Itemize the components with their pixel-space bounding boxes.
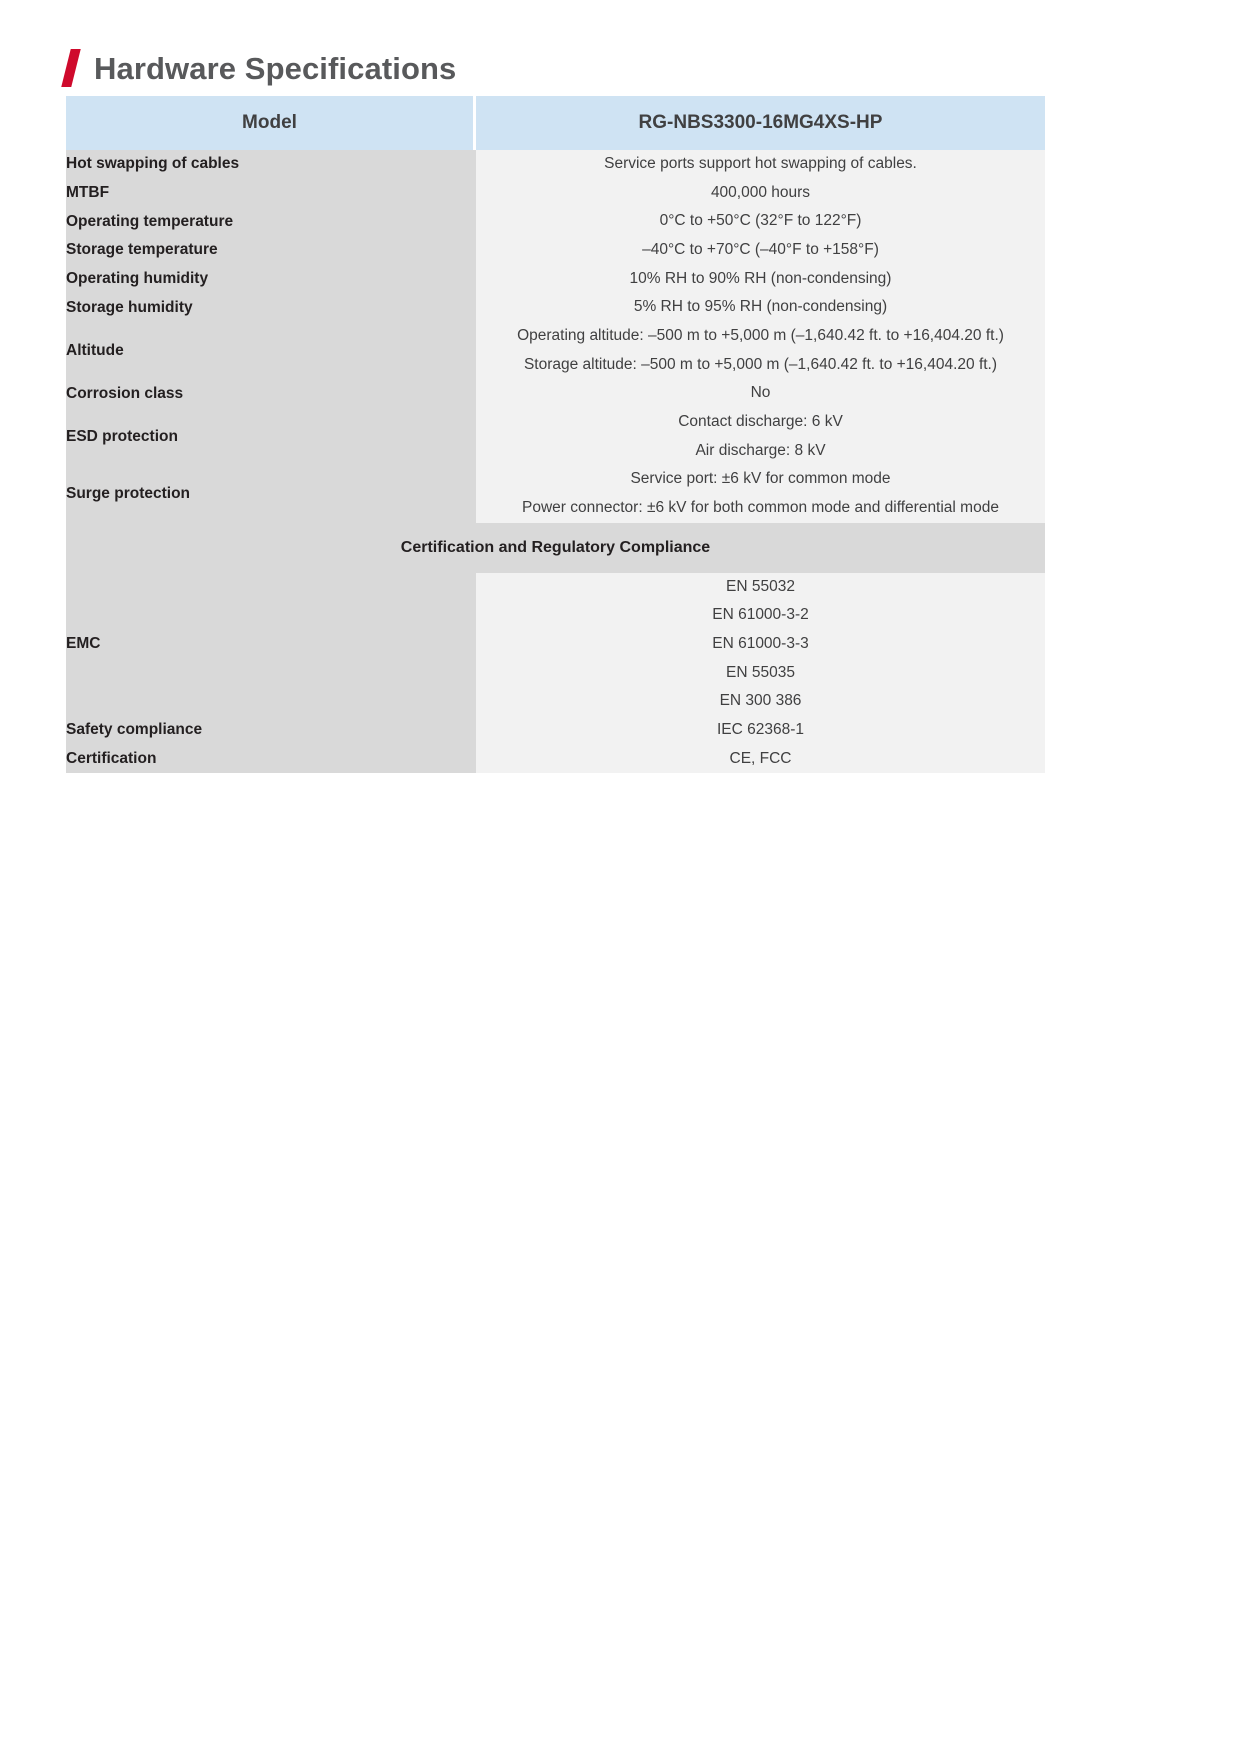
row-value-line: EN 55035 bbox=[726, 663, 795, 681]
row-value bbox=[476, 207, 1045, 236]
table-row bbox=[66, 322, 1045, 379]
row-value-line: 5% RH to 95% RH (non-condensing) bbox=[633, 298, 888, 316]
table-row bbox=[66, 465, 1045, 522]
row-value-line: Service port: ±6 kV for common mode bbox=[630, 470, 891, 488]
row-value bbox=[476, 322, 1045, 379]
row-value-line: CE, FCC bbox=[729, 749, 792, 767]
table-row bbox=[66, 379, 1045, 408]
row-value-line: Power connector: ±6 kV for both common mode and differential mode bbox=[522, 499, 999, 517]
table-header-row bbox=[66, 96, 1045, 150]
table-body bbox=[66, 96, 1045, 773]
table-row bbox=[66, 207, 1045, 236]
row-label: Hot swapping of cables bbox=[66, 150, 476, 179]
header-cell-model-value: RG-NBS3300-16MG4XS-HP bbox=[476, 96, 1045, 150]
section-header-label: Certification and Regulatory Compliance bbox=[66, 523, 1045, 573]
row-label: EMC bbox=[66, 573, 476, 716]
table-row bbox=[66, 745, 1045, 774]
row-value bbox=[476, 573, 1045, 716]
row-value bbox=[476, 179, 1045, 208]
row-value-line: Service ports support hot swapping of cables. bbox=[604, 155, 917, 172]
row-value bbox=[476, 408, 1045, 465]
row-value-line: No bbox=[750, 384, 771, 402]
row-value-line: Storage altitude: –500 m to +5,000 m (–1,640.42 ft. to +16,404.20 ft.) bbox=[523, 355, 998, 373]
table-row bbox=[66, 265, 1045, 294]
row-value bbox=[476, 265, 1045, 294]
row-value-line: EN 300 386 bbox=[719, 692, 802, 710]
page-title: Hardware Specifications bbox=[94, 50, 457, 86]
row-label: Certification bbox=[66, 745, 476, 774]
table-row bbox=[66, 179, 1045, 208]
row-label: Corrosion class bbox=[66, 379, 476, 408]
row-value-line: Air discharge: 8 kV bbox=[695, 441, 826, 459]
row-value-line: Contact discharge: 6 kV bbox=[678, 413, 843, 431]
row-value bbox=[476, 379, 1045, 408]
table-row bbox=[66, 716, 1045, 745]
row-value-line: IEC 62368-1 bbox=[716, 721, 805, 739]
row-value-line: 0°C to +50°C (32°F to 122°F) bbox=[659, 212, 862, 230]
row-label: Storage humidity bbox=[66, 293, 476, 322]
section-header-row bbox=[66, 523, 1045, 573]
row-value-line: EN 55032 bbox=[726, 577, 795, 595]
row-value-line: Operating altitude: –500 m to +5,000 m (–1,640.42 ft. to +16,404.20 ft.) bbox=[517, 327, 1004, 345]
row-label: ESD protection bbox=[66, 408, 476, 465]
table-row bbox=[66, 150, 1045, 179]
row-label: Operating temperature bbox=[66, 207, 476, 236]
row-value bbox=[476, 293, 1045, 322]
row-value-line: 10% RH to 90% RH (non-condensing) bbox=[629, 269, 892, 287]
row-label: MTBF bbox=[66, 179, 476, 208]
row-value bbox=[476, 236, 1045, 265]
table-row bbox=[66, 408, 1045, 465]
row-value bbox=[476, 150, 1045, 179]
row-value bbox=[476, 745, 1045, 774]
row-label: Altitude bbox=[66, 322, 476, 379]
row-label: Storage temperature bbox=[66, 236, 476, 265]
row-value-line: –40°C to +70°C (–40°F to +158°F) bbox=[642, 241, 879, 259]
header-cell-model: Model bbox=[66, 96, 476, 150]
hardware-specifications-table bbox=[66, 96, 1045, 773]
red-slash-accent-icon bbox=[61, 49, 80, 87]
table-row bbox=[66, 293, 1045, 322]
table-row bbox=[66, 573, 1045, 716]
row-value-line: EN 61000-3-2 bbox=[712, 606, 809, 624]
row-value bbox=[476, 716, 1045, 745]
row-value-line: EN 61000-3-3 bbox=[712, 635, 809, 653]
row-value bbox=[476, 465, 1045, 522]
table-row bbox=[66, 236, 1045, 265]
row-label: Operating humidity bbox=[66, 265, 476, 294]
page-title-block bbox=[0, 0, 1240, 86]
row-value-line: 400,000 hours bbox=[710, 183, 811, 201]
row-label: Safety compliance bbox=[66, 716, 476, 745]
row-label: Surge protection bbox=[66, 465, 476, 522]
